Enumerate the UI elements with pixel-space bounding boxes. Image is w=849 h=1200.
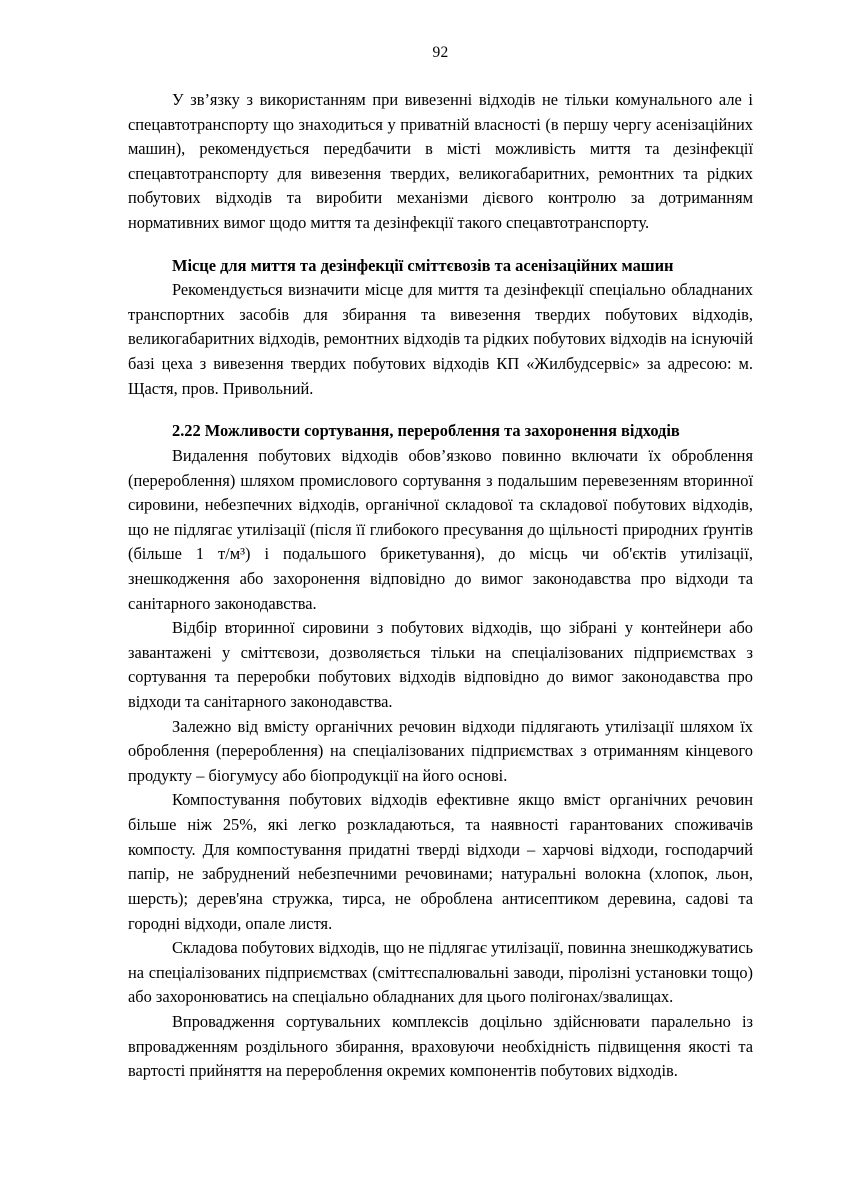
- paragraph-composting: Компостування побутових відходів ефективне якщо вміст органічних речовин більше ніж 25%, які легко розкладаються, та наявності гарантованих споживачів компосту. Для компостування придатні тверді відходи – харчові відходи, господарчий папір, не забруднений небезпечними речовинами; натуральні волокна (хлопок, льон, шерсть); дерев'яна стружка, тирса, не оброблена антисептиком деревина, садові та городні відходи, опале листя.: [128, 790, 753, 933]
- heading-section-2-22: 2.22 Можливости сортування, перероблення та захоронення відходів: [172, 421, 680, 441]
- paragraph-washing-place: Рекомендується визначити місце для миття та дезінфекції спеціально обладнаних транспортних засобів для збирання та вивезення твердих побутових відходів, великогабаритних відходів, ремонтних відходів та рідких побутових відходів на існуючій базі цеха з вивезення твердих побутових відходів КП «Жилбудсервіс» за адресою: м. Щастя, пров. Привольний.: [128, 280, 753, 398]
- paragraph-waste-removal: Видалення побутових відходів обов’язково повинно включати їх оброблення (перероблення) шляхом промислового сортування з подальшим перевезенням вторинної сировини, небезпечних відходів, органічної складової та складової побутових відходів, що не підлягає утилізації (після її глибокого пресування до щільності природних ґрунтів (більше 1 т/м³) і подальшого брикетування), до місць чи об'єктів утилізації, знешкодження або захоронення відповідно до вимог законодавства про відходи та санітарного законодавства.: [128, 445, 753, 613]
- paragraph-non-recyclable: Складова побутових відходів, що не підлягає утилізації, повинна знешкоджуватись на спеціалізованих підприємствах (сміттєспалювальні заводи, піролізні установки тощо) або захоронюватись на спеціально обладнаних для цього полігонах/звалищах.: [128, 938, 753, 1007]
- heading-washing-place: Місце для миття та дезінфекції сміттєвозів та асенізаційних машин: [172, 255, 674, 275]
- page-number: 92: [432, 44, 449, 61]
- paragraph-secondary-raw-materials: Відбір вторинної сировини з побутових відходів, що зібрані у контейнери або завантажені у сміттєвози, дозволяється тільки на спеціалізованих підприємствах з сортування та переробки побутових відходів відповідно до вимог законодавства про відходи та санітарного законодавства.: [128, 618, 753, 712]
- paragraph-sorting-complexes: Впровадження сортувальних комплексів доцільно здійснювати паралельно із впровадженням роздільного збирання, враховуючи необхідність підвищення якості та вартості прийняття на перероблення окремих компонентів побутових відходів.: [128, 1011, 753, 1081]
- paragraph-intro: У зв’язку з використанням при вивезенні відходів не тільки комунального але і спецавтотранспорту що знаходиться у приватній власності (в першу чергу асенізаційних машин), рекомендується передбачити в місті можливість миття та дезінфекції спецавтотранспорту для вивезення твердих, великогабаритних, ремонтних та рідких побутових відходів та виробити механізми дієвого контролю за дотриманням нормативних вимог щодо миття та дезінфекції такого спецавтотранспорту.: [128, 90, 753, 233]
- paragraph-organic-content: Залежно від вмісту органічних речовин відходи підлягають утилізації шляхом їх оброблення (перероблення) на спеціалізованих підприємствах з отриманням кінцевого продукту – біогумусу або біопродукції на його основі.: [128, 716, 753, 785]
- document-body: [128, 88, 753, 1084]
